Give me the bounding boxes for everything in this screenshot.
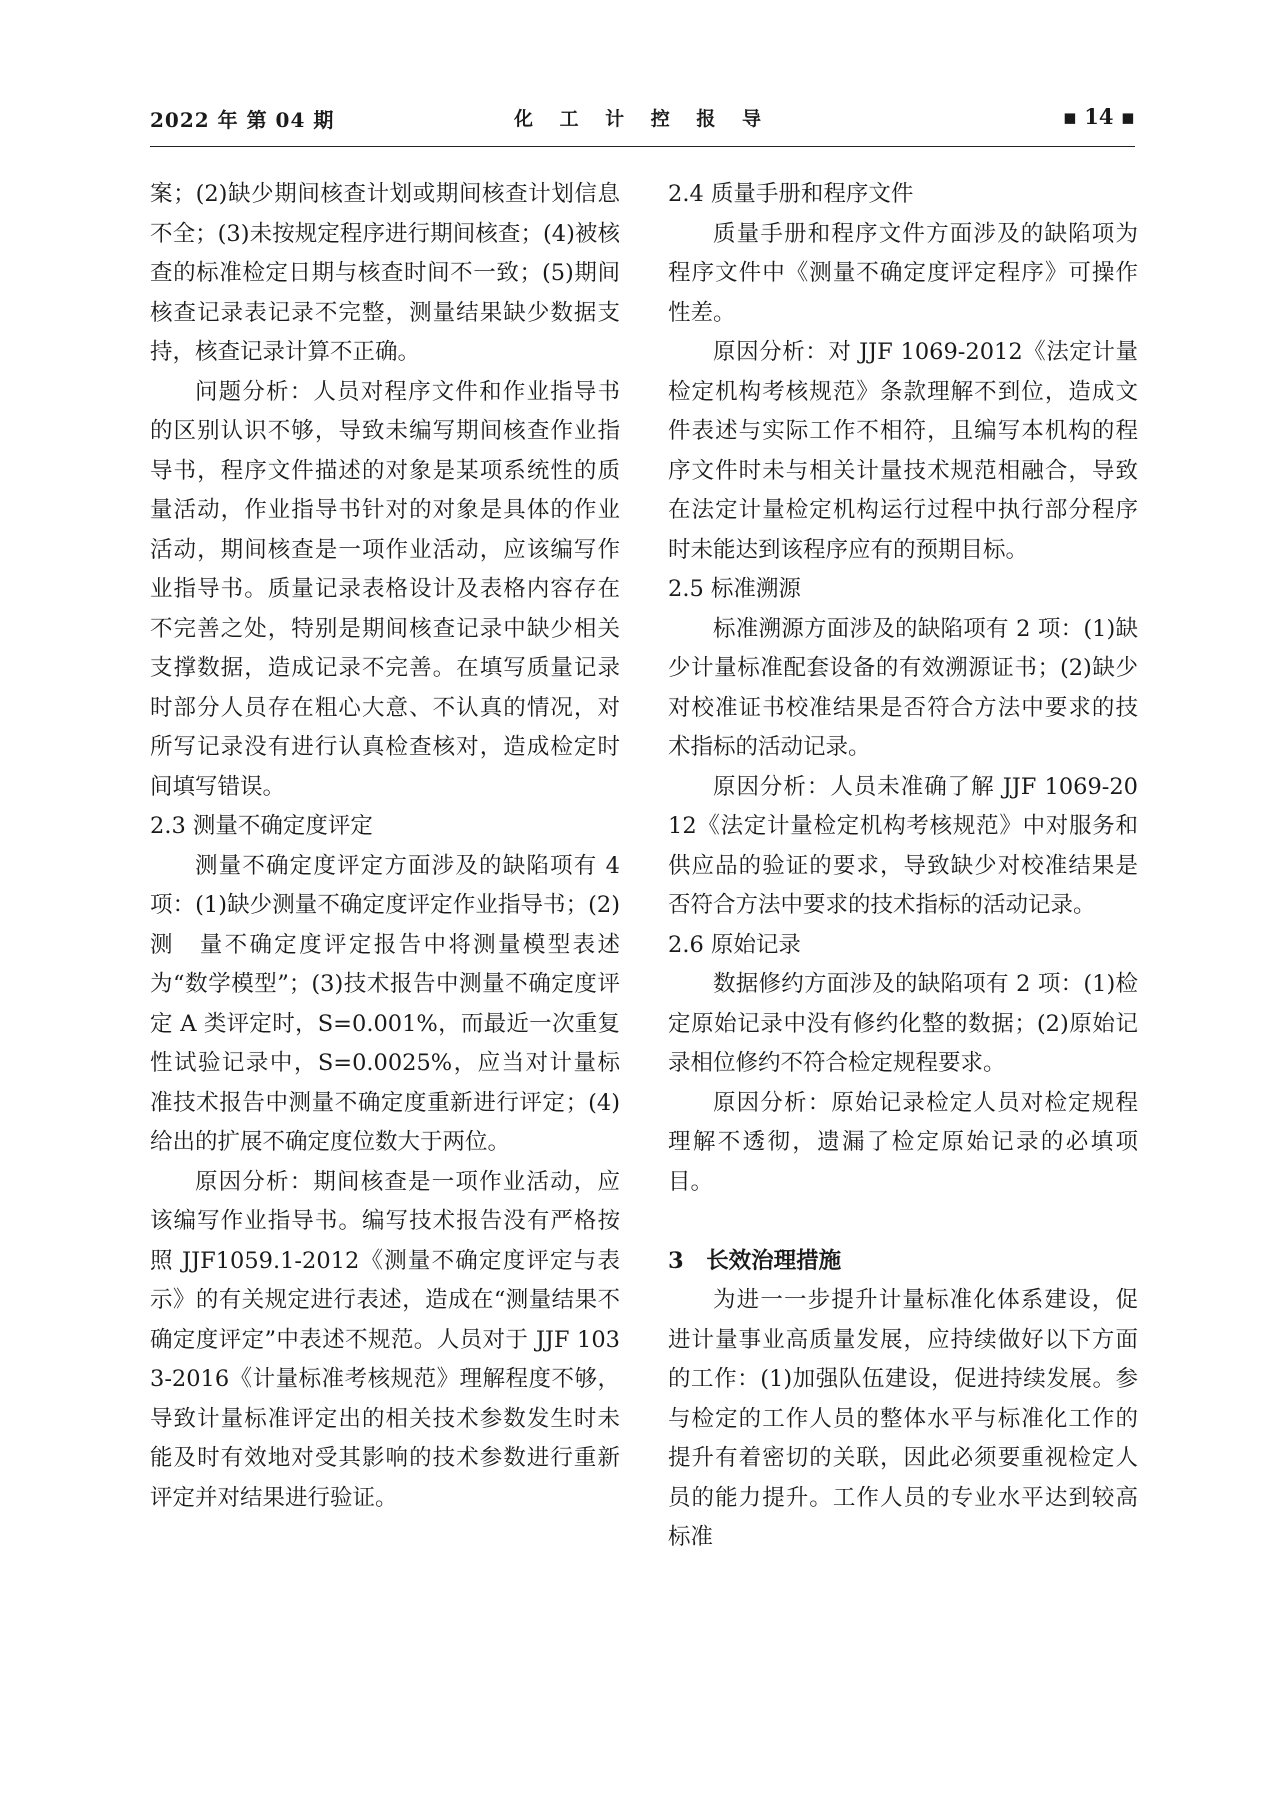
paragraph: 质量手册和程序文件方面涉及的缺陷项为程序文件中《测量不确定度评定程序》可操作性差。: [668, 220, 1138, 326]
header-rule: [150, 146, 1135, 147]
right-column: [668, 175, 1138, 1558]
running-header: [150, 104, 1135, 140]
section-heading-2-5: 2.5 标准溯源: [668, 576, 801, 602]
paragraph: 问题分析：人员对程序文件和作业指导书的区别认识不够，导致未编写期间核查作业指导书，程序文件描述的对象是某项系统性的质量活动，作业指导书针对的对象是具体的作业活动，期间核查是一项作业活动，应该编写作业指导书。质量记录表格设计及表格内容存在不完善之处，特别是期间核查记录中缺少相关支撑数据，造成记录不完善。在填写质量记录时部分人员存在粗心大意、不认真的情况，对所写记录没有进行认真检查核对，造成检定时间填写错误。: [150, 378, 620, 800]
paragraph: 为进一一步提升计量标准化体系建设，促进计量事业高质量发展，应持续做好以下方面的工作：(1)加强队伍建设，促进持续发展。参与检定的工作人员的整体水平与标准化工作的提升有着密切的关联，因此必须要重视检定人员的能力提升。工作人员的专业水平达到较高标准: [668, 1287, 1138, 1550]
paragraph: 原因分析：对 JJF 1069-2012《法定计量检定机构考核规范》条款理解不到位，造成文件表述与实际工作不相符，且编写本机构的程序文件时未与相关计量技术规范相融合，导致在法定计量检定机构运行过程中执行部分程序时未能达到该程序应有的预期目标。: [668, 339, 1138, 563]
paragraph: 原因分析：人员未准确了解 JJF 1069-2012《法定计量检定机构考核规范》中对服务和供应品的验证的要求，导致缺少对校准结果是否符合方法中要求的技术指标的活动记录。: [668, 773, 1138, 918]
journal-title: 化 工 计 控 报 导: [513, 108, 772, 130]
paragraph: 案；(2)缺少期间核查计划或期间核查计划信息不全；(3)未按规定程序进行期间核查；(4)被核查的标准检定日期与核查时间不一致；(5)期间核查记录表记录不完整，测量结果缺少数据支持，核查记录计算不正确。: [150, 181, 620, 365]
paragraph: 测量不确定度评定方面涉及的缺陷项有 4 项：(1)缺少测量不确定度评定作业指导书；(2)测 量不确定度评定报告中将测量模型表述为“数学模型”；(3)技术报告中测量不确定度评定 A 类评定时，S=0.001%，而最近一次重复性试验记录中，S=0.0025%，应当对计量标准技术报告中测量不确定度重新进行评定；(4)给出的扩展不确定度位数大于两位。: [150, 852, 620, 1155]
paragraph: 原因分析：原始记录检定人员对检定规程理解不透彻，遗漏了检定原始记录的必填项目。: [668, 1089, 1138, 1195]
section-heading-3: 3 长效治理措施: [668, 1247, 842, 1274]
issue-label: 2022 年 第 04 期: [150, 108, 335, 132]
left-column: [150, 175, 620, 1518]
paragraph: 原因分析：期间核查是一项作业活动，应该编写作业指导书。编写技术报告没有严格按照 JJF1059.1-2012《测量不确定度评定与表示》的有关规定进行表述，造成在“测量结果不确定度评定”中表述不规范。人员对于 JJF 1033-2016《计量标准考核规范》理解程度不够，导致计量标准评定出的相关技术参数发生时未能及时有效地对受其影响的技术参数进行重新评定并对结果进行验证。: [150, 1168, 620, 1511]
section-heading-2-3: 2.3 测量不确定度评定: [150, 813, 373, 839]
section-heading-2-4: 2.4 质量手册和程序文件: [668, 181, 914, 207]
section-heading-2-6: 2.6 原始记录: [668, 931, 801, 958]
paragraph: 数据修约方面涉及的缺陷项有 2 项：(1)检定原始记录中没有修约化整的数据；(2)原始记录相位修约不符合检定规程要求。: [668, 971, 1138, 1076]
page-number: ▪ 14 ▪: [1062, 104, 1135, 129]
paragraph: 标准溯源方面涉及的缺陷项有 2 项：(1)缺少计量标准配套设备的有效溯源证书；(2)缺少对校准证书校准结果是否符合方法中要求的技术指标的活动记录。: [668, 615, 1138, 760]
